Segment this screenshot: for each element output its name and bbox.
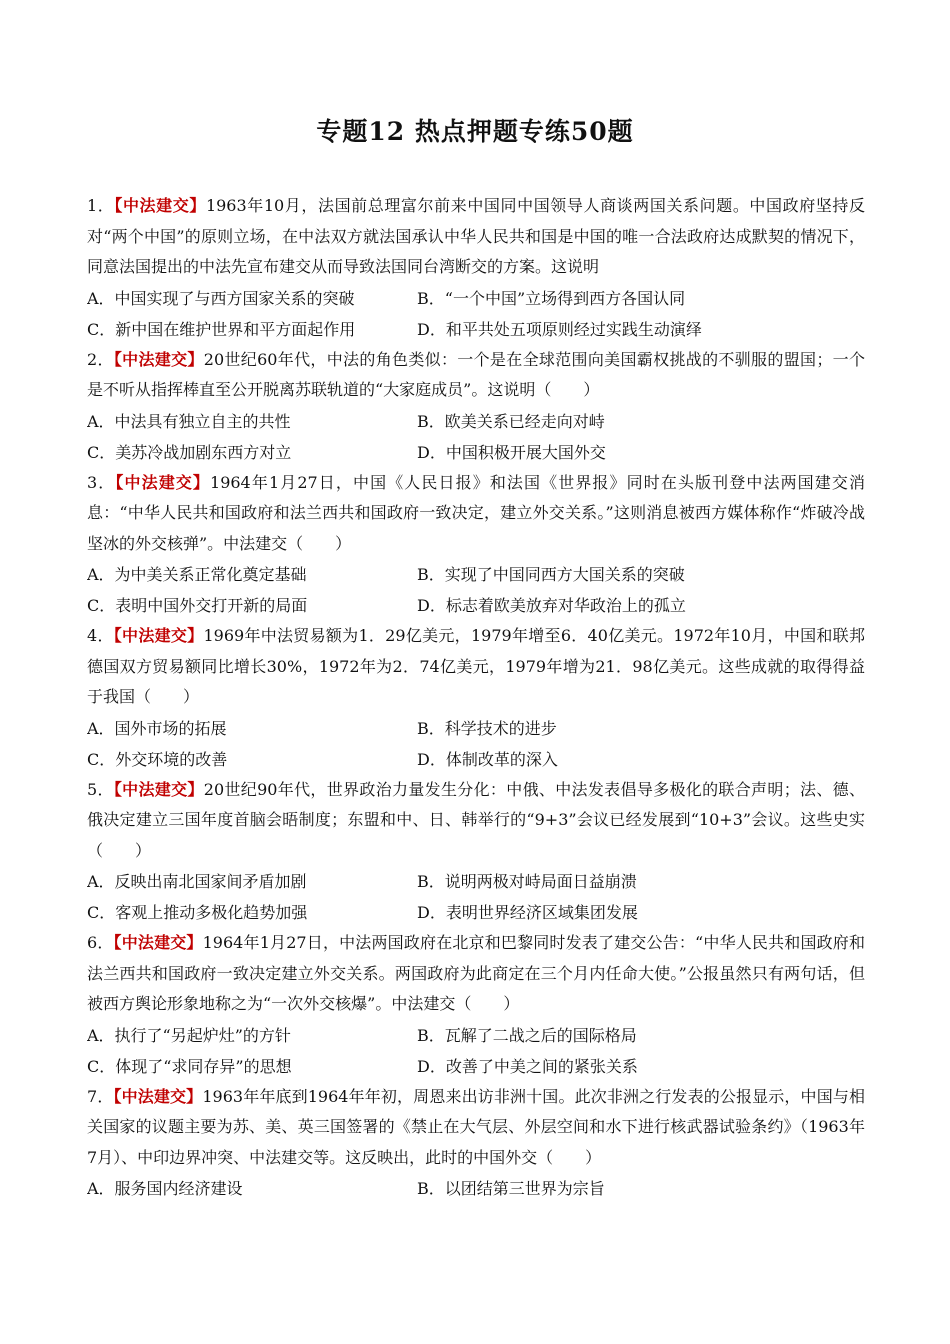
answer-option: B．实现了中国同西方大国关系的突破 <box>417 565 685 584</box>
answer-option: B．说明两极对峙局面日益崩溃 <box>417 872 637 891</box>
answer-option: C．体现了“求同存异”的思想 <box>87 1056 292 1076</box>
topic-tag: 【中法建交】 <box>113 1086 203 1106</box>
answer-option: A．执行了“另起炉灶”的方针 <box>87 1025 291 1045</box>
question-stem <box>87 775 865 867</box>
answer-option: C．表明中国外交打开新的局面 <box>87 596 308 615</box>
answer-option: B．科学技术的进步 <box>417 718 557 738</box>
topic-tag: 【中法建交】 <box>113 349 204 369</box>
question-block <box>87 928 865 1082</box>
answer-option: A．反映出南北国家间矛盾加剧 <box>87 872 307 891</box>
topic-tag: 【中法建交】 <box>114 196 206 215</box>
answer-option: C．客观上推动多极化趋势加强 <box>87 903 308 922</box>
answer-option: A．服务国内经济建设 <box>87 1179 243 1198</box>
question-stem <box>87 1082 865 1174</box>
answer-option: D．体制改革的深入 <box>417 749 558 769</box>
question-number: 2． <box>87 349 114 369</box>
answer-options <box>87 1173 865 1204</box>
question-text: 20世纪60年代，中法的角色类似：一个是在全球范围向美国霸权挑战的不驯服的盟国；一个是不听从指挥棒直至公开脱离苏联轨道的“大家庭成员”。这说明（ ） <box>87 349 865 399</box>
question-block <box>87 468 865 622</box>
question-text: 1963年10月，法国前总理富尔前来中国同中国领导人商谈两国关系问题。中国政府坚持反对“两个中国”的原则立场，在中法双方就法国承认中华人民共和国是中国的唯一合法政府达成默契的情况下，同意法国提出的中法先宣布建交从而导致法国同台湾断交的方案。这说明 <box>87 196 865 276</box>
question-text: 1964年1月27日，中法两国政府在北京和巴黎同时发表了建交公告：“中华人民共和国政府和法兰西共和国政府一致决定建立外交关系。两国政府为此商定在三个月内任命大使。”公报虽然只有两句话，但被西方舆论形象地称之为“一次外交核爆”。中法建交（ ） <box>87 933 865 1013</box>
answer-option: B．瓦解了二战之后的国际格局 <box>417 1025 637 1045</box>
question-number: 6． <box>87 933 114 952</box>
answer-option: A．中国实现了与西方国家关系的突破 <box>87 288 355 308</box>
question-number: 4． <box>87 626 114 645</box>
answer-option: B．欧美关系已经走向对峙 <box>417 411 605 431</box>
question-text: 20世纪90年代，世界政治力量发生分化：中俄、中法发表倡导多极化的联合声明；法、德、俄决定建立三国年度首脑会晤制度；东盟和中、日、韩举行的“9+3”会议已经发展到“10+3”会议。这些史实（ ） <box>87 779 865 860</box>
question-text: 1963年年底到1964年年初，周恩来出访非洲十国。此次非洲之行发表的公报显示，中国与相关国家的议题主要为苏、美、英三国签署的《禁止在大气层、外层空间和水下进行核武器试验条约》（1963年7月）、中印边界冲突、中法建交等。这反映出，此时的中国外交（ ） <box>87 1086 865 1167</box>
answer-option: A．中法具有独立自主的共性 <box>87 411 291 431</box>
page-title: 专题12 热点押题专练50题 <box>316 117 634 146</box>
answer-options <box>87 1020 865 1082</box>
topic-tag: 【中法建交】 <box>113 933 203 952</box>
answer-option: C．新中国在维护世界和平方面起作用 <box>87 319 356 339</box>
question-stem <box>87 191 865 283</box>
question-stem <box>87 345 865 406</box>
answer-option: A．国外市场的拓展 <box>87 718 227 738</box>
question-number: 5． <box>87 779 114 799</box>
topic-tag: 【中法建交】 <box>113 626 204 645</box>
topic-tag: 【中法建交】 <box>115 472 211 492</box>
answer-option: D．中国积极开展大国外交 <box>417 442 606 462</box>
question-text: 1969年中法贸易额为1．29亿美元，1979年增至6．40亿美元。1972年10月，中国和联邦德国双方贸易额同比增长30%，1972年为2．74亿美元，1979年增为21．98亿美元。这些成就的取得得益于我国（ ） <box>87 626 865 706</box>
question-block <box>87 775 865 929</box>
answer-option: D．标志着欧美放弃对华政治上的孤立 <box>417 596 686 615</box>
question-number: 1． <box>87 196 115 215</box>
question-stem <box>87 468 865 560</box>
answer-option: D．和平共处五项原则经过实践生动演绎 <box>417 319 702 339</box>
question-number: 3． <box>87 472 116 492</box>
question-text: 1964年1月27日，中国《人民日报》和法国《世界报》同时在头版刊登中法两国建交消息：“中华人民共和国政府和法兰西共和国政府一致决定，建立外交关系。”这则消息被西方媒体称作“炸破冷战坚冰的外交核弹”。中法建交（ ） <box>87 472 865 553</box>
question-number: 7． <box>87 1086 114 1106</box>
answer-option: B．以团结第三世界为宗旨 <box>417 1179 605 1198</box>
question-stem <box>87 928 865 1020</box>
answer-options <box>87 283 865 345</box>
answer-option: A．为中美关系正常化奠定基础 <box>87 565 307 584</box>
question-block <box>87 191 865 345</box>
question-stem <box>87 621 865 713</box>
topic-tag: 【中法建交】 <box>113 779 204 799</box>
question-block <box>87 1082 865 1205</box>
answer-option: B．“一个中国”立场得到西方各国认同 <box>417 288 686 308</box>
answer-options <box>87 866 865 928</box>
answer-options <box>87 713 865 775</box>
question-list <box>87 191 865 1204</box>
question-block <box>87 345 865 468</box>
answer-option: D．表明世界经济区域集团发展 <box>417 903 638 922</box>
answer-option: C．外交环境的改善 <box>87 749 228 769</box>
answer-option: D．改善了中美之间的紧张关系 <box>417 1056 638 1076</box>
question-block <box>87 621 865 775</box>
answer-options <box>87 559 865 621</box>
answer-options <box>87 406 865 468</box>
answer-option: C．美苏冷战加剧东西方对立 <box>87 442 292 462</box>
